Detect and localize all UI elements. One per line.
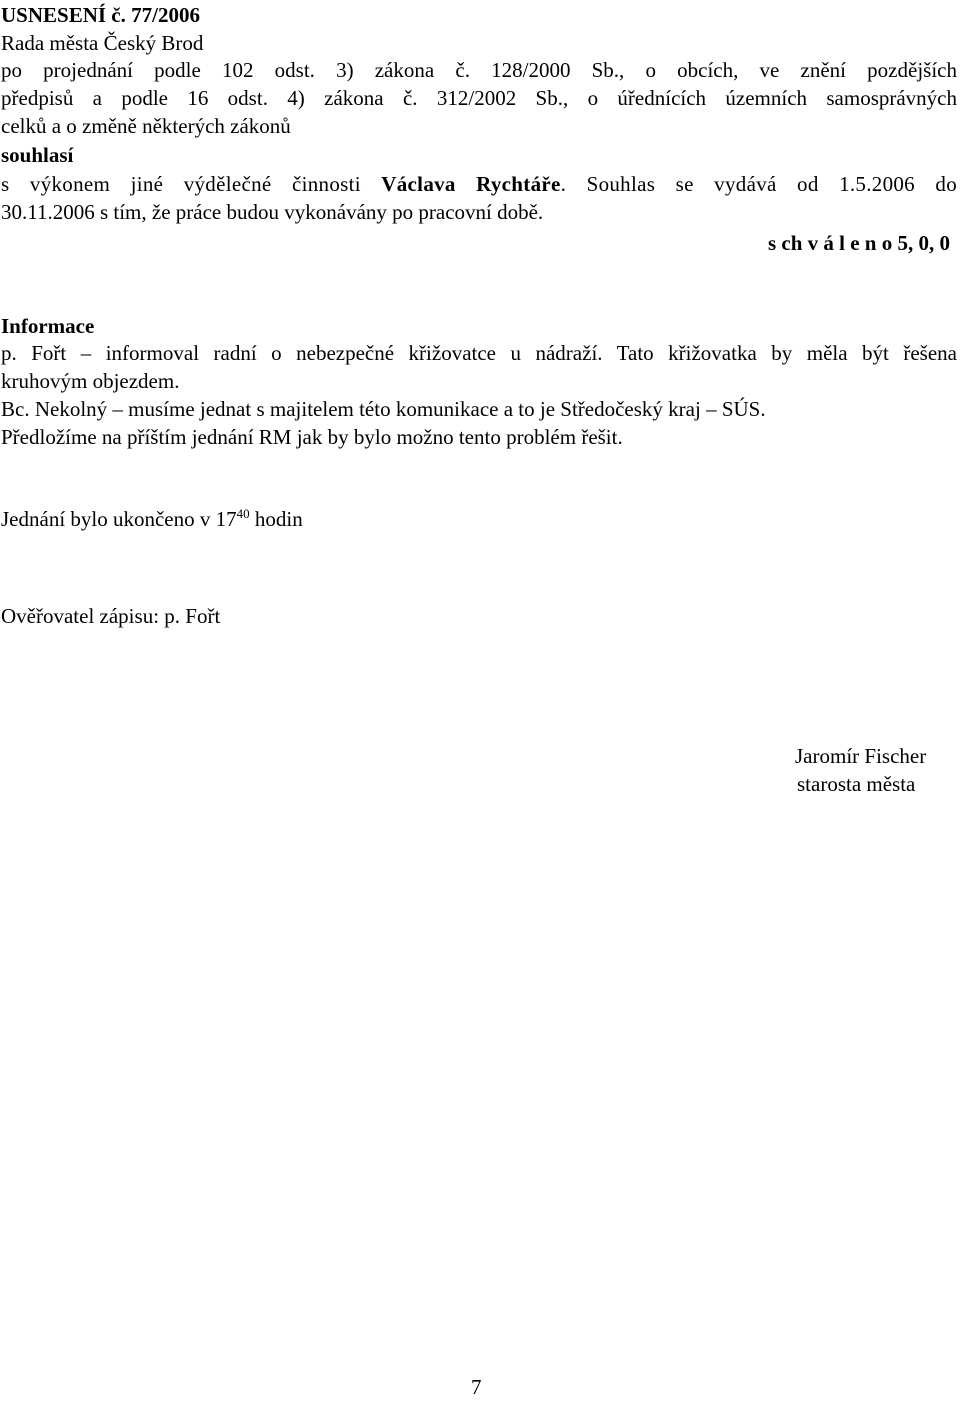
resolution-verdict: souhlasí [1,143,74,167]
consent-text-line-1 [1,170,957,198]
legal-basis-line-2: předpisů a podle 16 odst. 4) zákona č. 312/2002 Sb., o úřednících územních samosprávných [1,86,957,110]
consent-text-line-2: 30.11.2006 s tím, že práce budou vykonávány po pracovní době. [1,200,544,224]
information-line-4: Předložíme na příštím jednání RM jak by bylo možno tento problém řešit. [1,425,623,449]
information-line-3: Bc. Nekolný – musíme jednat s majitelem této komunikace a to je Středočeský kraj – SÚS. [1,397,766,421]
signatory-role: starosta města [797,772,916,796]
legal-basis-line-3: celků a o změně některých zákonů [1,114,291,138]
consent-text-prefix: s výkonem jiné výdělečné činnosti [1,172,382,196]
signatory-name: Jaromír Fischer [795,744,927,768]
information-line-1: p. Fořt – informoval radní o nebezpečné křižovatce u nádraží. Tato křižovatka by měla být řešena [1,341,957,365]
meeting-end-minutes: 40 [236,506,250,521]
resolution-title: USNESENÍ č. 77/2006 [1,3,200,27]
meeting-end-suffix: hodin [249,507,303,531]
meeting-end-prefix: Jednání bylo ukončeno v 17 [1,507,237,531]
consent-text-suffix: . Souhlas se vydává od 1.5.2006 do [560,172,958,196]
meeting-end-time [1,505,303,533]
page-number: 7 [471,1375,482,1399]
minutes-verifier: Ověřovatel zápisu: p. Fořt [1,604,221,628]
council-name: Rada města Český Brod [1,31,204,55]
person-name: Václava Rychtáře [381,172,561,196]
information-line-2: kruhovým objezdem. [1,369,180,393]
vote-result: s ch v á l e n o 5, 0, 0 [767,231,950,255]
legal-basis-line-1: po projednání podle 102 odst. 3) zákona č. 128/2000 Sb., o obcích, ve znění pozdějších [1,58,957,82]
information-heading: Informace [1,314,95,338]
